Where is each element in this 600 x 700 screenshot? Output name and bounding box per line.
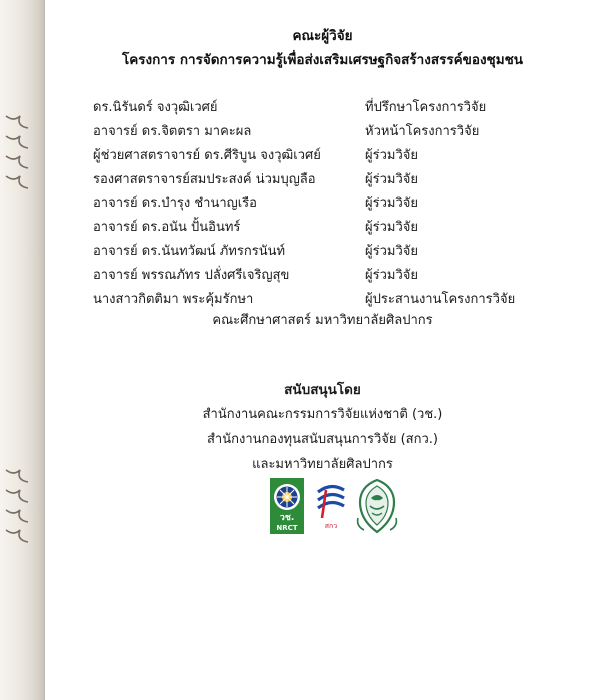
member-role: ที่ปรึกษาโครงการวิจัย (365, 100, 487, 115)
member-name: ดร.นิรันดร์ จงวุฒิเวศย์ (93, 100, 218, 115)
nrct-logo-icon (270, 478, 304, 534)
nrct-logo-thai: วช. (279, 513, 295, 523)
member-name: อาจารย์ ดร.นันทวัฒน์ ภัทรกรนันท์ (93, 244, 286, 259)
member-name: อาจารย์ ดร.จิตตรา มาคะผล (93, 124, 252, 139)
member-name: รองศาสตราจารย์สมประสงค์ น่วมบุญลือ (93, 172, 316, 187)
support-heading: สนับสนุนโดย (284, 382, 361, 398)
member-role: หัวหน้าโครงการวิจัย (365, 124, 480, 139)
trf-logo-icon (315, 478, 347, 534)
spine-ornament-icon (2, 462, 32, 552)
project-title: โครงการ การจัดการความรู้เพื่อส่งเสริมเศรษฐกิจสร้างสรรค์ของชุมชน (122, 52, 523, 68)
member-role: ผู้ร่วมวิจัย (365, 268, 419, 283)
member-role: ผู้ร่วมวิจัย (365, 172, 419, 187)
nrct-logo-english: NRCT (276, 524, 298, 532)
sponsor-line: สำนักงานคณะกรรมการวิจัยแห่งชาติ (วช.) (202, 407, 443, 422)
silpakorn-seal-icon (354, 478, 400, 534)
trf-logo-text: สกว (324, 522, 338, 530)
sponsor-line: สำนักงานกองทุนสนับสนุนการวิจัย (สกว.) (207, 432, 438, 447)
sponsor-line: และมหาวิทยาลัยศิลปากร (252, 457, 393, 472)
member-name: อาจารย์ พรรณภัทร ปลั่งศรีเจริญสุข (93, 268, 290, 283)
spine-ornament-icon (2, 108, 32, 198)
member-name: นางสาวกิตติมา พระคุ้มรักษา (93, 292, 254, 307)
faculty-affiliation: คณะศึกษาศาสตร์ มหาวิทยาลัยศิลปากร (212, 313, 433, 328)
member-role: ผู้ร่วมวิจัย (365, 244, 419, 259)
member-role: ผู้ร่วมวิจัย (365, 196, 419, 211)
page-title: คณะผู้วิจัย (292, 28, 353, 44)
member-role: ผู้ประสานงานโครงการวิจัย (365, 292, 516, 307)
member-name: ผู้ช่วยศาสตราจารย์ ดร.ศีริบูน จงวุฒิเวศย์ (93, 148, 321, 163)
member-name: อาจารย์ ดร.บำรุง ชำนาญเรือ (93, 196, 257, 211)
member-role: ผู้ร่วมวิจัย (365, 148, 419, 163)
book-spine (0, 0, 45, 700)
member-role: ผู้ร่วมวิจัย (365, 220, 419, 235)
member-name: อาจารย์ ดร.อนัน ปั้นอินทร์ (93, 220, 241, 235)
